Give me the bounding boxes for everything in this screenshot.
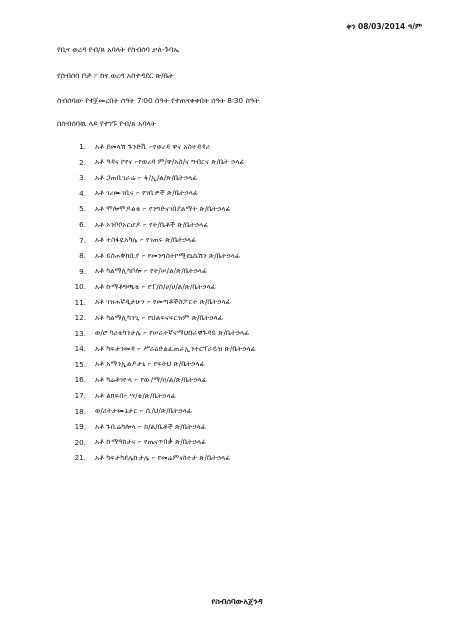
- attendee-name-role: አቶ ሞሎሞዶልቴ ፦ የንግድናገበያልማት ጽ/ቤትኃላፊ: [95, 203, 231, 213]
- attendee-item: [68, 434, 256, 450]
- attendee-item: [68, 403, 256, 419]
- attendee-name-role: አቶ ካፍታንመዳ ፦ ሥራዕድልፈጠራኢንተርፕራይዝ ጽ/ቤትኃላፊ: [95, 343, 257, 353]
- attendee-item: [68, 310, 256, 326]
- document-date: ቀን 08/03/2014 ዓ/ም: [346, 22, 422, 31]
- attendee-name-role: አቶ ጉቢሬካሎላ ፦ ከ/ል/ቤቶች ጽ/ቤትኃላፊ: [95, 421, 207, 431]
- attendee-name-role: አቶ ኦንቦቦኦርሆዶ ፦ የት/ቤቶች ጽ/ቤትኃላፊ: [95, 219, 209, 229]
- attendee-item: [68, 170, 256, 186]
- attendee-number: 8.: [79, 251, 86, 261]
- attendee-name-role: አቶ ዓዳና ኮየና ፦የወረዳ ም/ዋ/አስ/ና ግብርና ጽ/ቤት ኃላፊ: [95, 157, 245, 167]
- attendee-name-role: አቶ አማንኢልዶታኒ ፦ የፍትህ ጽ/ቤትኃላፊ: [95, 359, 205, 369]
- attendee-number: 12.: [74, 313, 86, 323]
- attendee-number: 21.: [74, 453, 86, 463]
- attendee-item: [68, 186, 256, 202]
- attendee-number: 7.: [79, 235, 86, 245]
- attendee-name-role: አቶ ተስፋዬአካሌ ፦ የገጠሩ ጽ/ቤትኃላፊ: [95, 235, 197, 245]
- attendee-number: 2.: [79, 157, 86, 167]
- attendee-item: [68, 155, 256, 171]
- agenda-heading: የስብሰባውአጀንዳ: [211, 597, 263, 606]
- attendee-name-role: አቶ ካፍታካደሌኩታሌ ፦ የመሬምናስተታ ጽ/ቤትኃላፊ: [95, 452, 231, 462]
- attendee-number: 17.: [74, 391, 86, 401]
- meeting-venue: የስብሰባ ቦታ ፦ ከና ወረዳ አስተዳደር ጽ/ቤት: [57, 71, 174, 80]
- attendee-item: [68, 450, 256, 466]
- attendee-name-role: አቶ ልክፍበ፦ ሣ/ቴ/ጽ/ቤትኃላፊ: [95, 390, 177, 400]
- attendee-number: 5.: [79, 204, 86, 214]
- attendee-name-role: አቶ ይስሐቅከቢያ ፦ የመንግስትኮሚዩኒኬሽን ጽ/ቤትኃላፊ: [95, 250, 241, 260]
- attendee-item: [68, 388, 256, 404]
- attendee-item: [68, 263, 256, 279]
- attendee-number: 3.: [79, 173, 86, 183]
- attendee-item: [68, 357, 256, 373]
- attendee-name-role: አቶ ካሬቶገዮላ ፦ የው/ማ/ዐ/ል/ጽ/ቤትኃላፊ: [95, 374, 208, 384]
- attendee-item: [68, 201, 256, 217]
- attendee-name-role: ወ/ሪትታሙኔታር ፦ ሲ/ህ/ጽ/ቤትኃላፊ: [95, 406, 193, 416]
- attendee-number: 4.: [79, 188, 86, 198]
- attendee-name-role: አቶ ገረሙገቢና ፦ የገቢዎች ጽ/ቤትኃላፊ: [95, 188, 199, 198]
- attendee-name-role: አቶ ካልማሊካቦሎ ፦ የት/ሠ/ል/ጽ/ቤትኃላፊ: [95, 266, 208, 276]
- attendee-name-role: አቶ ጋጠቢገራሬ ፦ ፋ/ኢ/ል/ጽ/ቤትኃላፊ: [95, 172, 198, 182]
- attendee-number: 11.: [74, 297, 86, 307]
- attendee-name-role: አቶ ኩማዓከታና ፦ የጤናጥበቃ ጽ/ቤትኃላፊ: [95, 437, 207, 447]
- attendee-number: 10.: [74, 282, 86, 292]
- attendee-name-role: አቶ ኩማቶግጫቴ ፦ የፐ/ሰ/ሀ/ሀ/ል/ጽ/ቤትኃላፊ: [95, 281, 217, 291]
- attendee-number: 16.: [74, 375, 86, 385]
- attendee-name-role: አቶ ደመላሽ ጉንድቪ ፦የወረዳ ዋና አስተዳዳሪ: [95, 141, 210, 151]
- attendee-item: [68, 248, 256, 264]
- attendee-number: 9.: [79, 266, 86, 276]
- attendee-number: 20.: [74, 437, 86, 447]
- attendee-name-role: አቶ ገዝሐኛዲታሁን ፦ የመጣቶችስፖርት ጽ/ቤትኃላፊ: [95, 297, 232, 307]
- attendee-item: [68, 279, 256, 295]
- attendee-number: 1.: [79, 142, 86, 152]
- meeting-time: ስብሰባው የተጀመረበት ሰዓት 7፡00 ሰዓት የተጠናቀቀበት ሰዓት 8፡30 ሰዓት: [57, 96, 260, 105]
- attendance-heading: በስብሰባዉ ላይ የተገኙ የብ/ጸ አባላት: [57, 119, 156, 128]
- attendee-number: 15.: [74, 359, 86, 369]
- attendee-item: [68, 372, 256, 388]
- attendee-number: 13.: [74, 328, 86, 338]
- attendee-item: [68, 326, 256, 342]
- meeting-title: የቢና ወረዳ የብ/ጸ አባላት የስብሰባ ቃለ-ጉባኤ: [57, 45, 179, 54]
- attendee-name-role: ወ/ሮ ካሪቴካንታሌ ፦ የሠራተኛናማህበራዊጉዳይ ጽ/ቤትኃላፊ: [95, 328, 250, 338]
- attendee-item: [68, 341, 256, 357]
- attendee-list: [68, 139, 256, 465]
- attendee-number: 14.: [74, 344, 86, 354]
- attendee-number: 19.: [74, 422, 86, 432]
- attendee-name-role: አቶ ካልማሊካንጊ ፦ የህልፍናፍርዝም ጽ/ቤትኃላፊ: [95, 312, 224, 322]
- attendee-item: [68, 217, 256, 233]
- attendee-item: [68, 139, 256, 155]
- attendee-item: [68, 294, 256, 310]
- attendee-item: [68, 232, 256, 248]
- attendee-item: [68, 419, 256, 435]
- attendee-number: 6.: [79, 220, 86, 229]
- attendee-number: 18.: [74, 406, 86, 416]
